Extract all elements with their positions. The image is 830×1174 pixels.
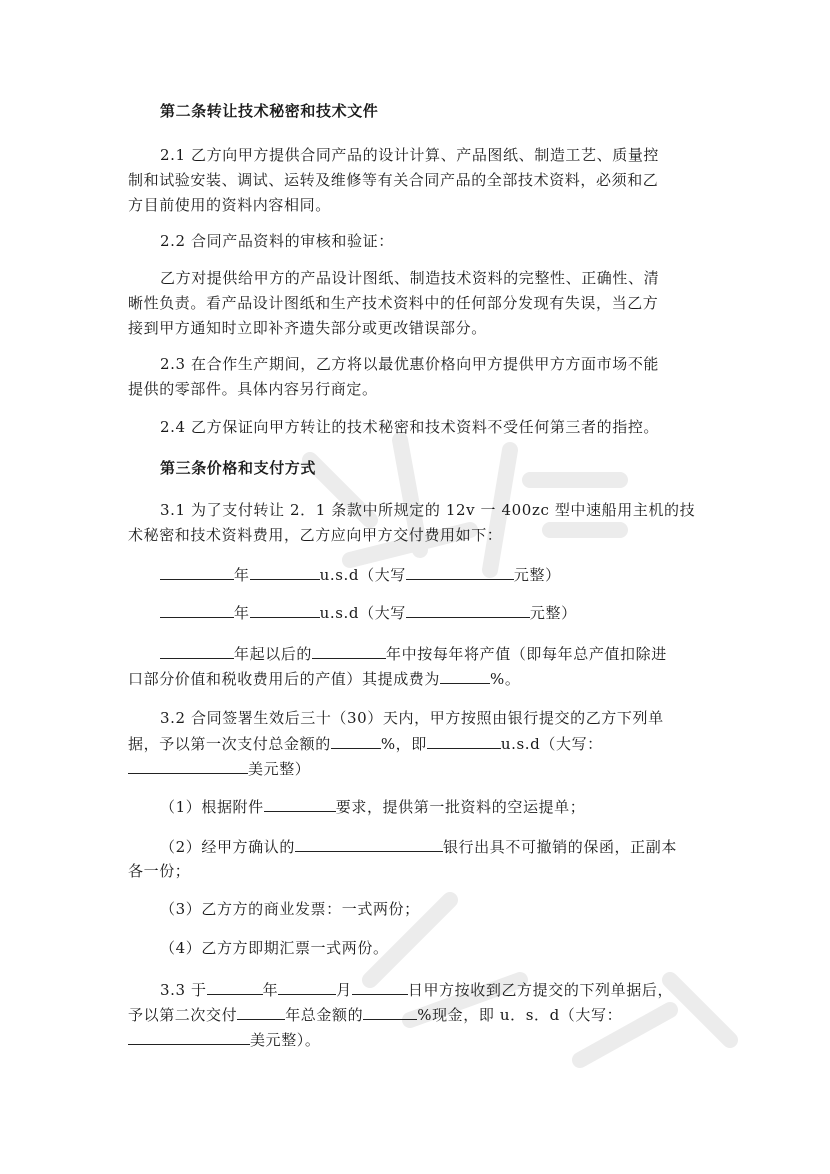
item-2-line2: 各一份； xyxy=(128,862,191,880)
blank-field[interactable] xyxy=(363,1004,417,1020)
clause-3-1-line1: 3.1 为了支付转让 2．1 条款中所规定的 12v 一 400zc 型中速船用主机的技 xyxy=(160,501,696,519)
blank-field[interactable] xyxy=(312,643,386,659)
clause-3-2-line3: 美元整） xyxy=(128,758,310,779)
clause-2-3-line1: 2.3 在合作生产期间，乙方将以最优惠价格向甲方提供甲方方面市场不能 xyxy=(160,355,660,373)
royalty-line1: 年起以后的 年中按每年将产值（即每年总产值扣除进 xyxy=(160,643,667,664)
clause-3-3-line1: 3.3 于 年 月 日甲方按收到乙方提交的下列单据后， xyxy=(160,981,674,999)
article-2-title: 第二条转让技术秘密和技术文件 xyxy=(160,102,379,120)
clause-3-3-line2: 予以第二次交付 年总金额的 %现金，即 u．s．d（大写： xyxy=(128,1006,623,1024)
blank-field[interactable] xyxy=(331,733,381,749)
clause-2-2: 2.2 合同产品资料的审核和验证： xyxy=(160,232,394,250)
blank-field[interactable] xyxy=(295,836,443,852)
item-2-line1: （2）经甲方确认的 银行出具不可撤销的保函，正副本 xyxy=(160,838,677,856)
clause-3-2-line2: 据，予以第一次支付总金额的 %，即 u.s.d（大写： xyxy=(128,735,603,753)
blank-field[interactable] xyxy=(128,1029,250,1045)
clause-3-3-line3: 美元整）。 xyxy=(128,1029,321,1050)
clause-2-1-line1: 2.1 乙方向甲方提供合同产品的设计计算、产品图纸、制造工艺、质量控 xyxy=(160,146,660,164)
blank-field[interactable] xyxy=(264,796,336,812)
clause-3-2-line1: 3.2 合同签署生效后三十（30）天内，甲方按照由银行提交的乙方下列单 xyxy=(160,709,664,727)
blank-field[interactable] xyxy=(250,602,320,618)
item-3: （3）乙方方的商业发票：一式两份； xyxy=(160,900,420,918)
blank-field[interactable] xyxy=(352,979,408,995)
blank-field[interactable] xyxy=(427,733,501,749)
blank-field[interactable] xyxy=(160,643,234,659)
item-4: （4）乙方方即期汇票一式两份。 xyxy=(160,939,389,957)
clause-2-1-line2: 制和试验安装、调试、运转及维修等有关合同产品的全部技术资料，必须和乙 xyxy=(128,171,659,189)
clause-2-4: 2.4 乙方保证向甲方转让的技术秘密和技术资料不受任何第三者的指控。 xyxy=(160,418,660,436)
blank-field[interactable] xyxy=(278,979,336,995)
blank-field[interactable] xyxy=(160,564,234,580)
blank-field[interactable] xyxy=(406,564,514,580)
clause-2-3-line2: 提供的零部件。具体内容另行商定。 xyxy=(128,380,378,398)
item-1: （1）根据附件 要求，提供第一批资料的空运提单； xyxy=(160,798,586,816)
blank-field[interactable] xyxy=(406,602,530,618)
fee-line-1: 年 u.s.d（大写 元整） xyxy=(160,564,561,585)
blank-field[interactable] xyxy=(237,1004,285,1020)
clause-2-2b-line3: 接到甲方通知时立即补齐遗失部分或更改错误部分。 xyxy=(128,319,487,337)
blank-field[interactable] xyxy=(440,668,490,684)
article-3-title: 第三条价格和支付方式 xyxy=(160,459,317,477)
blank-field[interactable] xyxy=(207,979,263,995)
clause-2-2b-line1: 乙方对提供给甲方的产品设计图纸、制造技术资料的完整性、正确性、清 xyxy=(160,269,660,287)
clause-3-1-line2: 术秘密和技术资料费用，乙方应向甲方交付费用如下： xyxy=(128,526,503,544)
clause-2-1-line3: 方目前使用的资料内容相同。 xyxy=(128,196,331,214)
blank-field[interactable] xyxy=(250,564,320,580)
fee-line-2: 年 u.s.d（大写 元整） xyxy=(160,602,577,623)
blank-field[interactable] xyxy=(160,602,234,618)
royalty-line2: 口部分价值和税收费用后的产值）其提成费为 %。 xyxy=(128,670,521,688)
blank-field[interactable] xyxy=(128,758,248,774)
clause-2-2b-line2: 晰性负责。看产品设计图纸和生产技术资料中的任何部分发现有失误，当乙方 xyxy=(128,294,659,312)
